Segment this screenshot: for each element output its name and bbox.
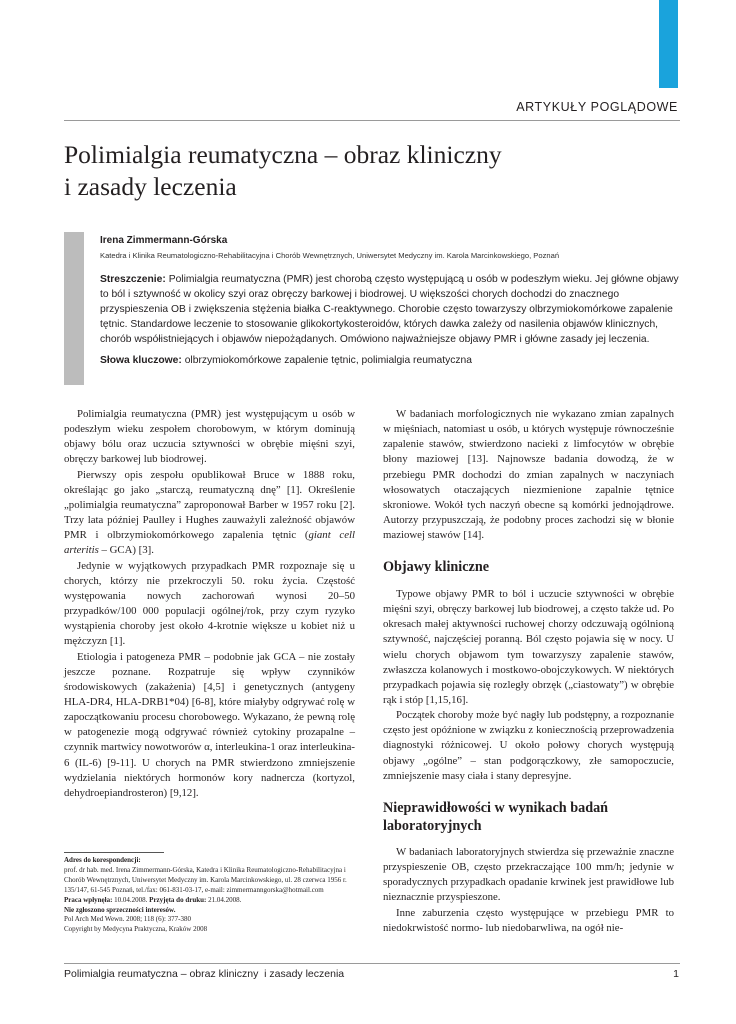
author-name: Irena Zimmermann-Górska bbox=[100, 235, 228, 246]
title-line-1: Polimialgia reumatyczna – obraz kliniczny bbox=[64, 140, 502, 169]
dates: Praca wpłynęła: 10.04.2008. Przyjęta do druku: 21.04.2008. bbox=[64, 895, 242, 904]
keywords-label: Słowa kluczowe: bbox=[100, 355, 182, 366]
paragraph: Początek choroby może być nagły lub podstępny, a rozpoznanie często jest opóźnione w związku z koniecznością przeprowadzenia diagnostyki różnicowej. U około połowy chorych występują objawy „ogólne” – stan podgorączkowy, złe samopoczucie, zmniejszenie masy ciała i stany depresyjne. bbox=[383, 709, 674, 782]
paragraph: Polimialgia reumatyczna (PMR) jest występującym u osób w podeszłym wieku zespołem chorobowym, w którym dominują objawy bólu oraz uczucia sztywności w obrębie mięśni szyi, obręczy barkowej lub biodrowej. bbox=[64, 408, 355, 466]
paragraph: Jedynie w wyjątkowych przypadkach PMR rozpoznaje się u chorych, którzy nie przekroczyli 50. roku życia. Częstość występowania nowych zachorowań wynosi 20–50 przypadków/100 000 populacji ogólnej/rok, przy czym ryzyko wystąpienia choroby jest około 4-krotnie większe u kobiet niż u mężczyzn [1]. bbox=[64, 559, 355, 648]
correspondence-label: Adres do korespondencji: bbox=[64, 856, 141, 864]
correspondence-text: prof. dr hab. med. Irena Zimmermann-Górska, Katedra i Klinika Reumatologiczno-Rehabilitacyjna i Chorób Wewnętrznych, Uniwersytet Medyczny im. Karola Marcinkowskiego, ul. 28 czerwca 1956 r. 135/147, 61-545 Poznań, tel./fax: 061-831-03-17, e-mail: zimmermanngorska@hotmail.com bbox=[64, 865, 347, 894]
page-number: 1 bbox=[673, 968, 679, 980]
section-label: ARTYKUŁY POGLĄDOWE bbox=[516, 100, 678, 114]
author-affiliation: Katedra i Klinika Reumatologiczno-Rehabilitacyjna i Chorób Wewnętrznych, Uniwersytet Medyczny im. Karola Marcinkowskiego, Poznań bbox=[100, 251, 560, 260]
citation: Pol Arch Med Wewn. 2008; 118 (6): 377-380 bbox=[64, 915, 191, 924]
paragraph: W badaniach laboratoryjnych stwierdza się przeważnie znaczne przyspieszenie OB, często przekraczające 100 mm/h; jedynie w sporadycznych przypadkach opadanie krwinek jest prawidłowe lub nieznacznie przyspieszone. bbox=[383, 845, 674, 904]
paragraph: Inne zaburzenia często występujące w przebiegu PMR to niedokrwistość normo- lub niedobarwliwa, na ogół nie- bbox=[383, 906, 674, 934]
keywords-text: olbrzymiokomórkowe zapalenie tętnic, polimialgia reumatyczna bbox=[184, 355, 473, 366]
keywords bbox=[100, 354, 680, 368]
section-heading-nieprawidlowosci: Nieprawidłowości w wynikach badań laboratoryjnych bbox=[383, 799, 609, 835]
section-heading-objawy: Objawy kliniczne bbox=[383, 559, 490, 576]
running-title: Polimialgia reumatyczna – obraz kliniczny i zasady leczenia bbox=[64, 968, 345, 980]
body-column-right bbox=[383, 407, 674, 936]
title-line-2: i zasady leczenia bbox=[64, 171, 237, 201]
paragraph: Pierwszy opis zespołu opublikował Bruce w 1888 roku, określając go jako „starczą, reumatyczną dnę” [1]. Określenie „polimialgia reumatyczna” zaproponował Barber w 1957 roku [2]. Trzy lata później Paulley i Hughes zauważyli zależność objawów PMR i olbrzymiokomórkowego zapalenia tętnic (giant cell arteritis – GCA) [3]. bbox=[64, 468, 355, 557]
conflict-statement: Nie zgłoszono sprzeczności interesów. bbox=[64, 905, 176, 914]
copyright: Copyright by Medycyna Praktyczna, Kraków 2008 bbox=[64, 925, 208, 934]
footer-divider bbox=[64, 963, 680, 964]
paragraph: Etiologia i patogeneza PMR – podobnie jak GCA – nie zostały jeszcze poznane. Rozpatruje się wpływ czynników środowiskowych (zakażenia) [4,5] i genetycznych (antygeny HLA-DR4, HLA-DRB1*04) [6-8], które miałyby odgrywać rolę w zapoczątkowaniu procesu chorobowego. Wykazano, że pewną rolę w patogenezie mogą odgrywać również cytokiny prozapalne – czynnik martwicy nowotworów α, interleukina-1 oraz interleukina-6 (IL-6) [9-11]. U chorych na PMR stwierdzono zmniejszenie wydzielania niektórych hormonów kory nadnercza (kortyzol, dehydroepiandrosteron) [9,12]. bbox=[64, 650, 355, 799]
article-title bbox=[64, 139, 664, 202]
correspondence-footnote bbox=[64, 856, 364, 935]
footnote-divider bbox=[64, 852, 164, 853]
paragraph: Typowe objawy PMR to ból i uczucie sztywności w obrębie mięśni szyi, obręczy barkowej lub biodrowej, a często także ud. Po okresach małej aktywności ruchowej chorzy odczuwają ogólnioną sztywność, najczęściej poranną. Ból często pojawia się w nocy. U wielu chorych objawom tym towarzyszy zapalenie stawów, zwłaszcza kolanowych i mostkowo-obojczykowych. W niektórych przypadkach pojawia się rozległy obrzęk („ciastowaty”) w obrębie rąk i stóp [1,15,16]. bbox=[383, 587, 674, 706]
body-column-left bbox=[64, 407, 355, 801]
paragraph: W badaniach morfologicznych nie wykazano zmian zapalnych w mięśniach, natomiast u osób, u których występuje równocześnie zapalenie stawów, stwierdzono nacieki z limfocytów w obrębie błony maziowej [13]. Najnowsze badania dowodzą, że w przebiegu PMR dochodzi do zmian zapalnych w naczyniach włosowatych otaczających niezmienione zapalnie tętnice skroniowe. Wokół tych naczyń obecne są komórki jednojądrowe. Autorzy przypuszczają, że podobny proces zachodzi się w błonie maziowej stawów [14]. bbox=[383, 408, 674, 542]
abstract-box bbox=[100, 234, 680, 368]
abstract-text: Polimialgia reumatyczna (PMR) jest chorobą często występującą u osób w podeszłym wieku. Jej główne objawy to ból i sztywność w okolicy szyi oraz obręczy barkowej i biodrowej. U większości chorych dochodzi do znacznego przyspieszenia OB i zwiększenia stężenia białka C-reaktywnego. Chorobie często towarzyszy olbrzymiokomórkowe zapalenie tętnic. Standardowe leczenie to stosowanie glikokortykosteroidów, których dawka zależy od nasilenia objawów klinicznych, chorób współistniejących i objawów niepożądanych. Omówiono najważniejsze objawy PMR i główne zasady jej leczenia. bbox=[100, 274, 679, 345]
abstract bbox=[100, 272, 680, 347]
abstract-side-bar bbox=[64, 232, 84, 385]
accent-color-bar bbox=[659, 0, 678, 88]
header-divider bbox=[64, 120, 680, 121]
abstract-label: Streszczenie: bbox=[100, 274, 166, 285]
